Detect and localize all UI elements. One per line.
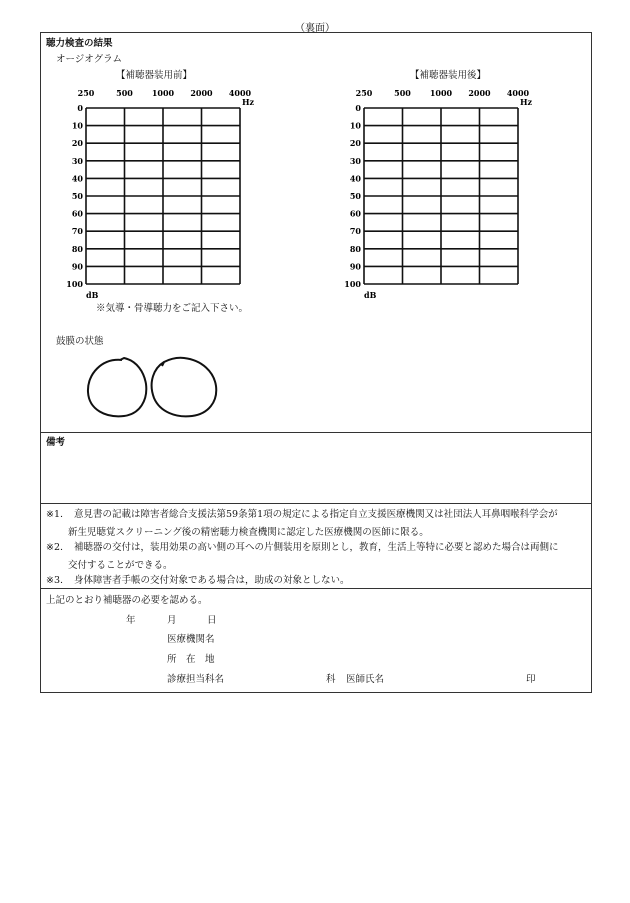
freq-unit-label: Hz [242, 97, 255, 107]
freq-tick-label: 1000 [151, 88, 175, 98]
db-tick-label: 30 [349, 155, 361, 166]
institution-label: 医療機関名 [167, 634, 215, 645]
note-1-line-1: 意見書の記載は障害者総合支援法第59条第1項の規定による指定自立支援医療機関又は社団法人耳鼻咽喉科学会が [74, 509, 558, 520]
db-tick-label: 10 [71, 120, 83, 131]
db-tick-label: 60 [349, 208, 361, 219]
note-3-mark: ※3. [46, 575, 64, 586]
db-unit-label: dB [86, 290, 99, 299]
freq-tick-label: 4000 [228, 88, 252, 98]
note-2 [46, 543, 586, 577]
certification-statement: 上記のとおり補聴器の必要を認める。 [46, 595, 208, 606]
divider-hearing-remarks [40, 432, 591, 433]
freq-tick-label: 1000 [429, 88, 453, 98]
db-tick-label: 0 [77, 103, 83, 113]
freq-unit-label: Hz [520, 97, 533, 107]
db-tick-label: 70 [71, 226, 83, 237]
db-tick-label: 20 [349, 138, 361, 149]
note-2-line-2: 交付することができる。 [68, 560, 173, 571]
db-tick-label: 50 [71, 191, 83, 201]
db-tick-label: 0 [355, 103, 361, 113]
db-tick-label: 80 [71, 243, 83, 254]
grid-lines [364, 108, 518, 284]
audiogram-before [60, 84, 260, 299]
eardrum-right-outline [88, 358, 146, 416]
department-suffix: 科 [326, 674, 336, 685]
date-day: 日 [207, 615, 217, 626]
db-tick-label: 80 [349, 243, 361, 254]
db-labels [344, 103, 361, 289]
freq-tick-label: 2000 [468, 88, 491, 98]
doctor-name-label: 医師氏名 [346, 674, 385, 685]
db-tick-label: 100 [66, 279, 83, 289]
db-tick-label: 40 [71, 173, 83, 184]
db-labels [66, 103, 83, 289]
address-label: 所 在 地 [167, 654, 215, 665]
seal-mark: 印 [526, 674, 536, 685]
note-1 [46, 510, 586, 544]
chart-before-title: 【補聴器装用前】 [116, 70, 193, 81]
db-tick-label: 100 [344, 279, 361, 289]
db-unit-label: dB [364, 290, 377, 299]
db-tick-label: 10 [349, 120, 361, 131]
chart-after-title: 【補聴器装用後】 [410, 70, 487, 81]
date-year: 年 [126, 615, 136, 626]
remarks-title: 備考 [46, 437, 66, 448]
eardrum-left-outline [152, 358, 217, 417]
db-tick-label: 50 [349, 191, 361, 201]
audiogram-after [338, 84, 538, 299]
freq-labels [356, 88, 530, 98]
db-tick-label: 40 [349, 173, 361, 184]
db-tick-label: 90 [349, 261, 361, 272]
freq-tick-label: 500 [394, 88, 411, 98]
freq-tick-label: 2000 [190, 88, 213, 98]
audiogram-instruction: ※気導・骨導聴力をご記入下さい。 [96, 303, 249, 314]
eardrum-label: 鼓膜の状態 [56, 336, 104, 347]
freq-tick-label: 4000 [506, 88, 530, 98]
db-tick-label: 70 [349, 226, 361, 237]
freq-tick-label: 250 [77, 88, 95, 98]
grid-lines [86, 108, 240, 284]
divider-remarks-notes [40, 503, 591, 504]
freq-tick-label: 500 [116, 88, 133, 98]
date-month: 月 [167, 615, 177, 626]
note-2-line-1: 補聴器の交付は，装用効果の高い側の耳への片側装用を原則とし，教育，生活上等特に必要と認めた場合は両側に [74, 542, 559, 553]
note-2-mark: ※2. [46, 542, 64, 553]
hearing-section-title: 聴力検査の結果 [46, 38, 113, 49]
note-1-mark: ※1. [46, 509, 64, 520]
db-tick-label: 60 [71, 208, 83, 219]
db-tick-label: 20 [71, 138, 83, 149]
db-tick-label: 30 [71, 155, 83, 166]
page-side-label: （裏面） [295, 23, 335, 34]
eardrum-diagram [82, 352, 232, 422]
note-3 [46, 576, 586, 590]
freq-labels [78, 88, 252, 98]
freq-tick-label: 250 [355, 88, 373, 98]
note-3-line-1: 身体障害者手帳の交付対象である場合は，助成の対象としない。 [74, 575, 350, 586]
audiogram-label: オージオグラム [56, 54, 123, 65]
department-label: 診療担当科名 [167, 674, 225, 685]
note-1-line-2: 新生児聴覚スクリーニング後の精密聴力検査機関に認定した医療機関の医師に限る。 [68, 527, 429, 538]
db-tick-label: 90 [71, 261, 83, 272]
